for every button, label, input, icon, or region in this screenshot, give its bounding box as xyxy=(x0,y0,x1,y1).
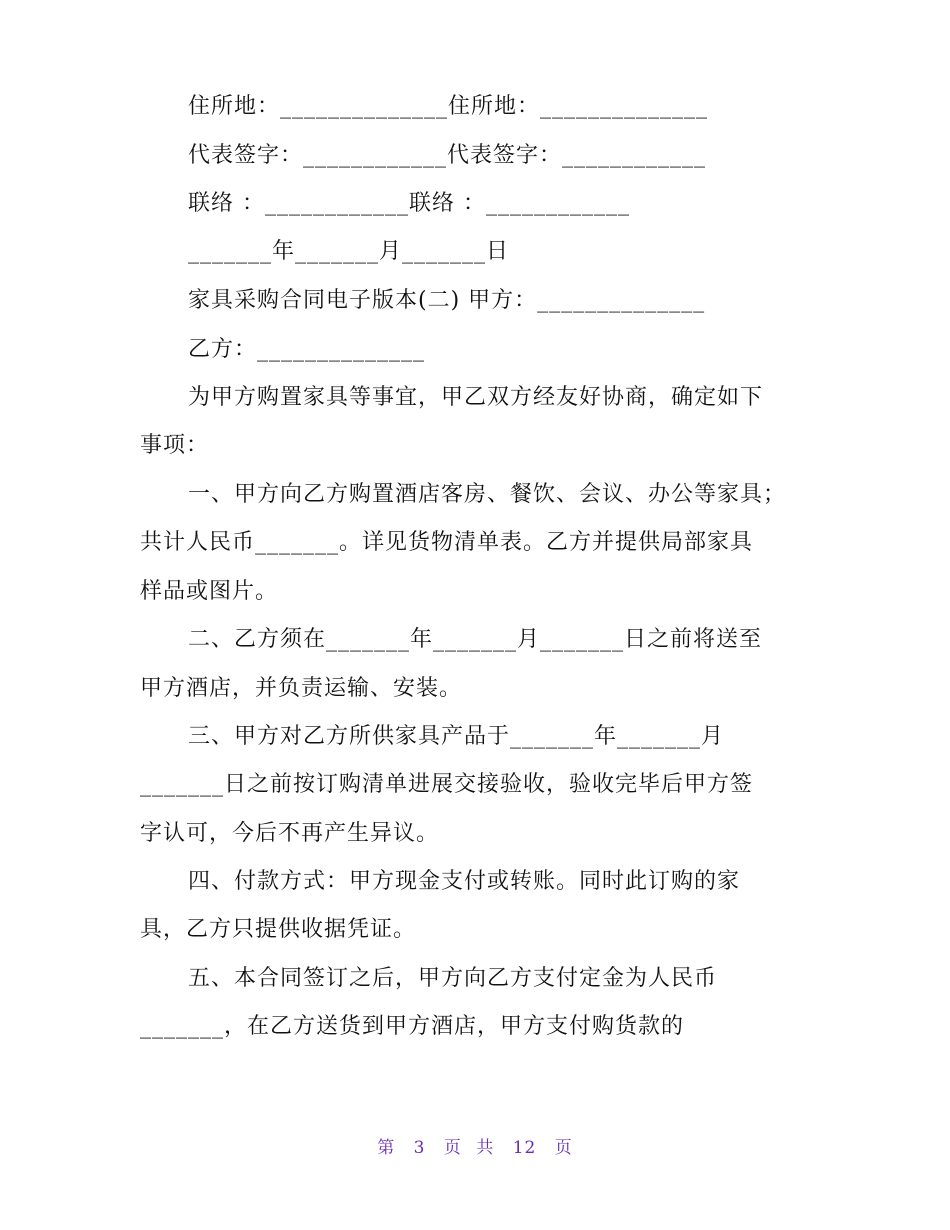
clause-4-line: 四、付款方式：甲方现金支付或转账。同时此订购的家 xyxy=(188,869,741,894)
clause-2-line: 甲方酒店，并负责运输、安装。 xyxy=(140,676,463,701)
contract-title-line: 家具采购合同电子版本(二) 甲方：______________ xyxy=(188,288,706,313)
clause-5-line: _______，在乙方送货到甲方酒店，甲方支付购货款的 xyxy=(140,1014,685,1039)
clause-1-line: 共计人民币_______。详见货物清单表。乙方并提供局部家具 xyxy=(140,530,754,555)
page-footer xyxy=(0,1133,950,1158)
clause-3-line: _______日之前按订购清单进展交接验收，验收完毕后甲方签 xyxy=(140,772,754,797)
clause-5-line: 五、本合同签订之后，甲方向乙方支付定金为人民币 xyxy=(188,966,718,991)
party-contact-line: 联络 ：____________联络 ：____________ xyxy=(188,191,630,216)
party-address-line: 住所地：______________住所地：______________ xyxy=(188,94,709,119)
clause-1-line: 样品或图片。 xyxy=(140,579,279,604)
clause-4-line: 具，乙方只提供收据凭证。 xyxy=(140,917,417,942)
footer-page-word: 页 xyxy=(443,1138,462,1158)
clause-2-line: 二、乙方须在_______年_______月_______日之前将送至 xyxy=(188,627,763,652)
date-line: _______年_______月_______日 xyxy=(188,239,510,264)
clause-1-line: 一、甲方向乙方购置酒店客房、餐饮、会议、办公等家具； xyxy=(188,482,787,507)
intro-paragraph-line: 事项： xyxy=(140,433,210,458)
clause-3-line: 字认可，今后不再产生异议。 xyxy=(140,821,440,846)
party-b-line: 乙方：______________ xyxy=(188,337,426,362)
footer-total-word: 共 xyxy=(476,1138,495,1158)
intro-paragraph-line: 为甲方购置家具等事宜，甲乙双方经友好协商，确定如下 xyxy=(188,385,764,410)
party-signature-line: 代表签字：____________代表签字：____________ xyxy=(188,143,707,168)
clause-3-line: 三、甲方对乙方所供家具产品于_______年_______月 xyxy=(188,724,725,749)
footer-suffix: 页 xyxy=(554,1138,573,1158)
footer-total-pages: 12 xyxy=(512,1138,537,1158)
footer-prefix: 第 xyxy=(377,1138,396,1158)
footer-page-number: 3 xyxy=(413,1138,426,1158)
